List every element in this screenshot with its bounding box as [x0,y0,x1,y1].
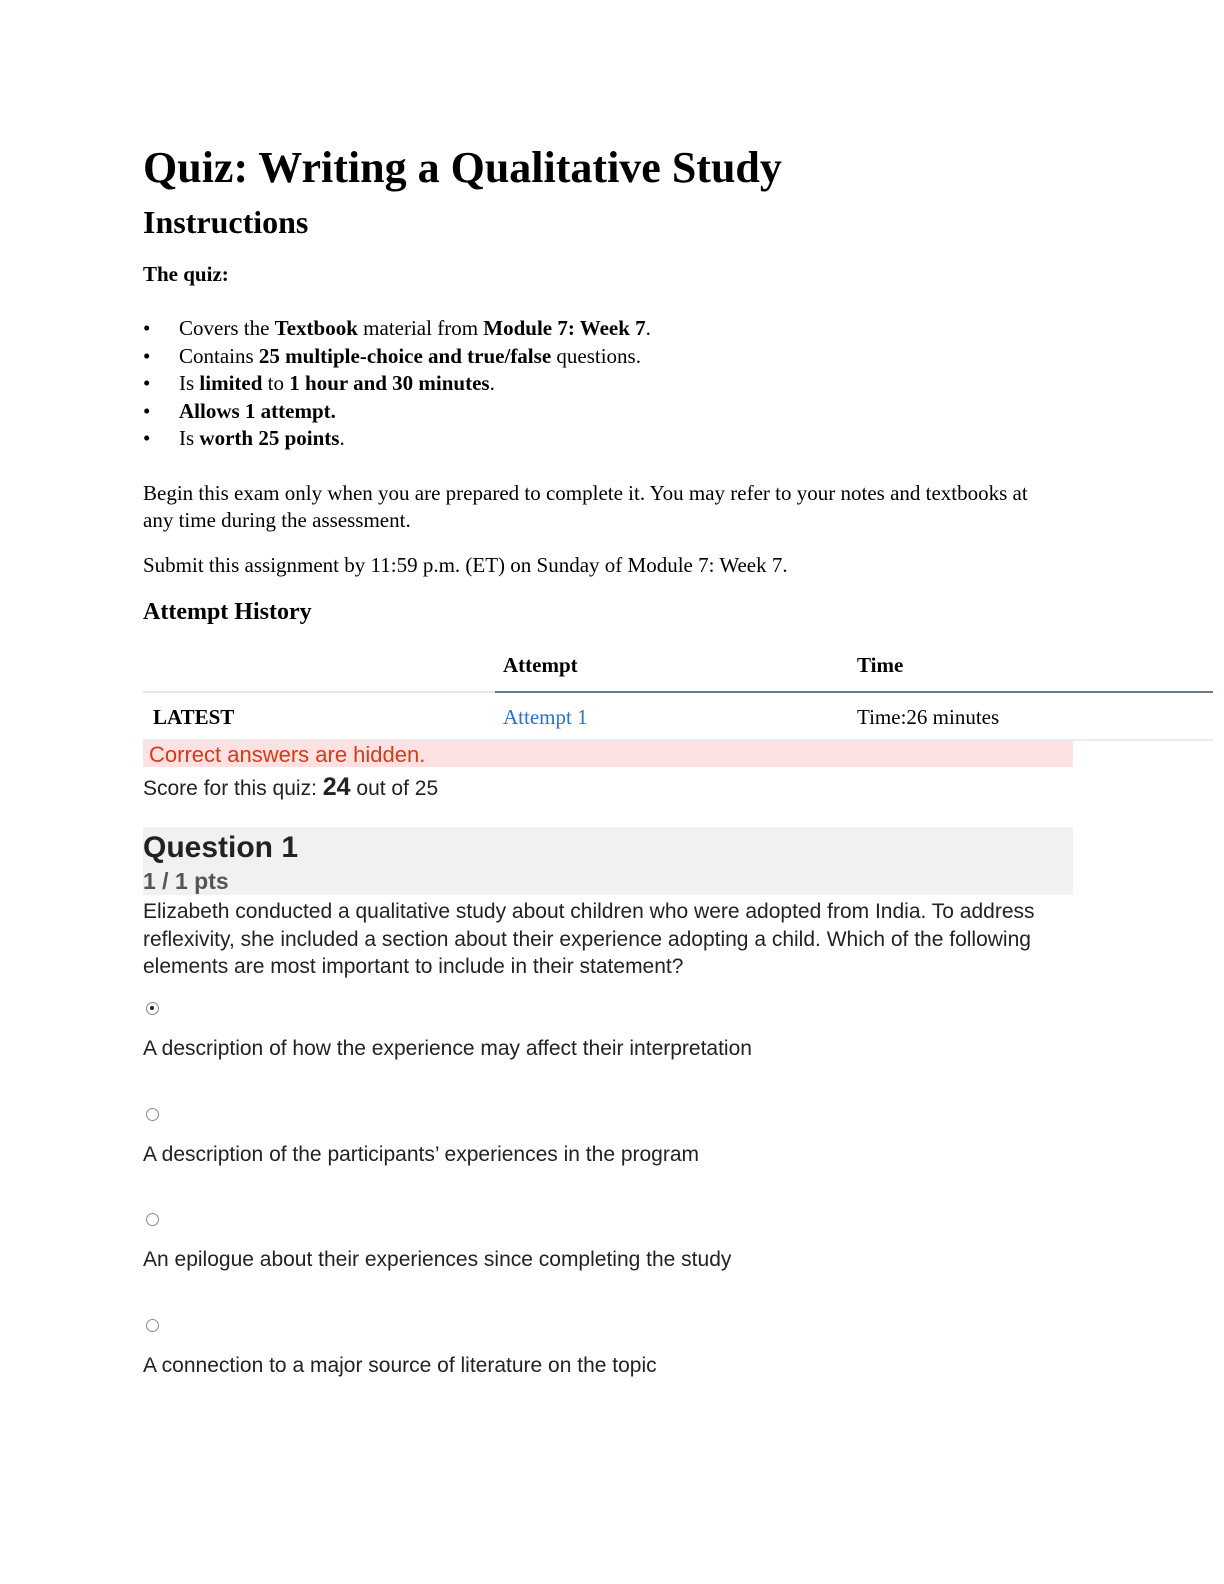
exam-guidance-text: Begin this exam only when you are prepared to complete it. You may refer to your notes and textbooks at any time during the assessment. [143,481,1028,532]
bullet-questions: • Contains 25 multiple-choice and true/false questions. [143,343,651,371]
answer-text: An epilogue about their experiences since completing the study [143,1248,732,1271]
attempt-1-link[interactable]: Attempt 1 [503,705,588,729]
attempt-time: Time:26 minutes [857,705,1000,729]
latest-label: LATEST [153,705,235,729]
quiz-score [143,770,438,806]
page-title: Quiz: Writing a Qualitative Study [143,143,782,192]
bullet-points: • Is worth 25 points. [143,425,651,453]
score-value: 24 [322,773,351,801]
attempt-history-table [143,647,1213,741]
answers-hidden-notice: Correct answers are hidden. [143,741,1073,767]
answer-option-1[interactable] [143,1002,1083,1063]
bullet-attempts: • Allows 1 attempt. [143,398,651,426]
table-row [143,693,1213,741]
answer-text: A description of the participants’ experiences in the program [143,1143,700,1166]
instructions-heading: Instructions [143,204,309,240]
table-header-row [143,647,1213,693]
score-suffix: out of 25 [350,777,439,800]
attempt-history-heading: Attempt History [143,599,312,625]
answer-option-2[interactable] [143,1108,1083,1169]
quiz-label: The quiz: [143,262,229,286]
answer-text: A description of how the experience may affect their interpretation [143,1037,752,1060]
question-header [143,827,1073,895]
radio-icon[interactable] [146,1319,159,1332]
question-title: Question 1 [143,831,299,864]
score-prefix: Score for this quiz: [143,777,323,800]
submission-deadline-text: Submit this assignment by 11:59 p.m. (ET) on Sunday of Module 7: Week 7. [143,553,788,577]
column-header-time: Time [857,653,904,677]
bullet-textbook: • Covers the Textbook material from Module 7: Week 7. [143,315,651,343]
radio-selected-icon[interactable] [146,1002,159,1015]
question-text: Elizabeth conducted a qualitative study about children who were adopted from India. To address reflexivity, she included a section about their experience adopting a child. Which of the following elements are most important to include in their statement? [143,900,1035,978]
answer-text: A connection to a major source of literature on the topic [143,1354,657,1377]
quiz-details-list [143,315,651,453]
radio-icon[interactable] [146,1213,159,1226]
question-points: 1 / 1 pts [143,868,229,894]
answer-option-4[interactable] [143,1319,1083,1380]
bullet-time-limit: • Is limited to 1 hour and 30 minutes. [143,370,651,398]
answer-option-3[interactable] [143,1213,1083,1274]
radio-icon[interactable] [146,1108,159,1121]
column-header-attempt: Attempt [503,653,578,677]
